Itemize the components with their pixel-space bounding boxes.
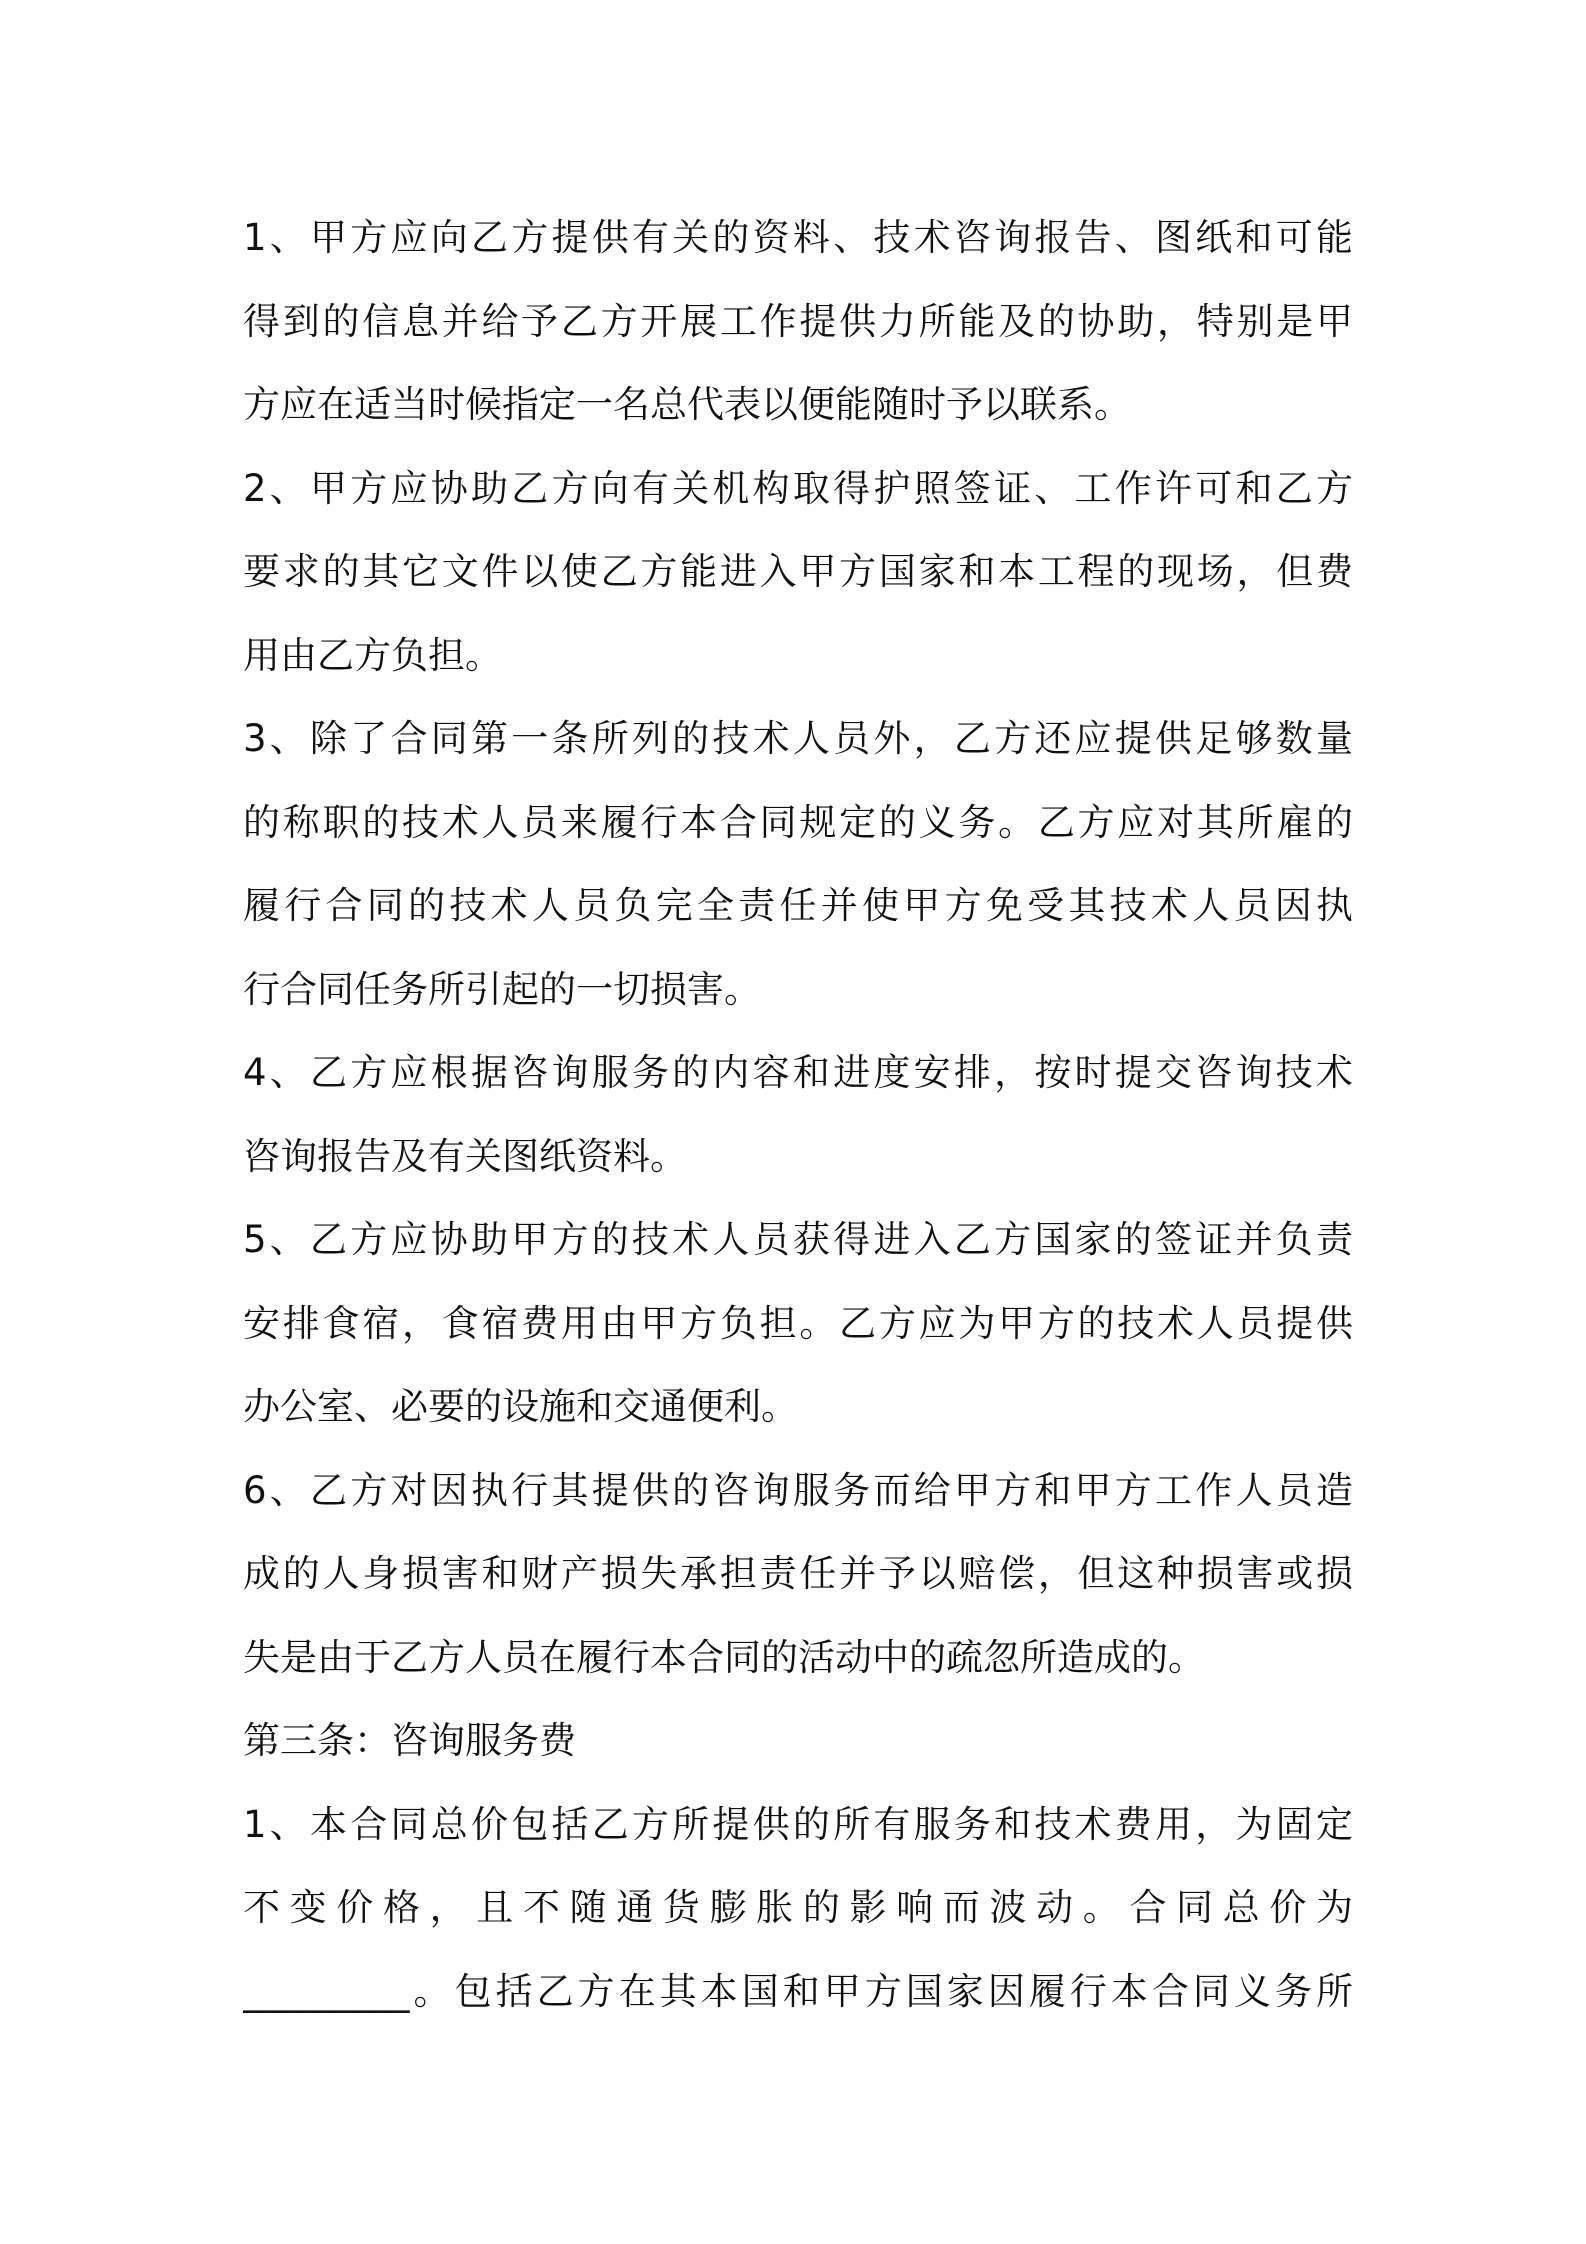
text-line: 行合同任务所引起的一切损害。 <box>243 967 761 1011</box>
text-line: 1、本合同总价包括乙方所提供的所有服务和技术费用，为固定 <box>243 1802 1353 1846</box>
text-line: 咨询报告及有关图纸资料。 <box>243 1134 687 1178</box>
text-line: 4、乙方应根据咨询服务的内容和进度安排，按时提交咨询技术 <box>243 1051 1353 1094</box>
text-line: 1、甲方应向乙方提供有关的资料、技术咨询报告、图纸和可能 <box>243 216 1353 259</box>
text-line: 2、甲方应协助乙方向有关机构取得护照签证、工作许可和乙方 <box>243 466 1353 510</box>
section-heading: 第三条：咨询服务费 <box>243 1719 576 1762</box>
text-line: 办公室、必要的设施和交通便利。 <box>243 1385 798 1428</box>
text-line: 6、乙方对因执行其提供的咨询服务而给甲方和甲方工作人员造 <box>243 1468 1353 1512</box>
text-line: 履行合同的技术人员负完全责任并使甲方免受其技术人员因执 <box>243 884 1353 927</box>
text-line: 3、除了合同第一条所列的技术人员外，乙方还应提供足够数量 <box>243 717 1353 760</box>
text-line: 得到的信息并给予乙方开展工作提供力所能及的协助，特别是甲 <box>243 299 1353 343</box>
text-line: 要求的其它文件以使乙方能进入甲方国家和本工程的现场，但费 <box>243 550 1353 593</box>
text-line: 失是由于乙方人员在履行本合同的活动中的疏忽所造成的。 <box>243 1635 1205 1679</box>
contract-text <box>243 196 1353 2033</box>
text-line: _________。包括乙方在其本国和甲方国家因履行本合同义务所 <box>243 1969 1353 2013</box>
text-line: 方应在适当时候指定一名总代表以便能随时予以联系。 <box>243 383 1131 426</box>
text-line: 用由乙方负担。 <box>243 633 502 677</box>
text-line: 安排食宿，食宿费用由甲方负担。乙方应为甲方的技术人员提供 <box>243 1301 1353 1345</box>
text-line: 不变价格，且不随通货膨胀的影响而波动。合同总价为 <box>243 1886 1353 1929</box>
text-line: 的称职的技术人员来履行本合同规定的义务。乙方应对其所雇的 <box>243 800 1353 844</box>
text-line: 成的人身损害和财产损失承担责任并予以赔偿，但这种损害或损 <box>243 1552 1353 1595</box>
text-line: 5、乙方应协助甲方的技术人员获得进入乙方国家的签证并负责 <box>243 1218 1353 1261</box>
